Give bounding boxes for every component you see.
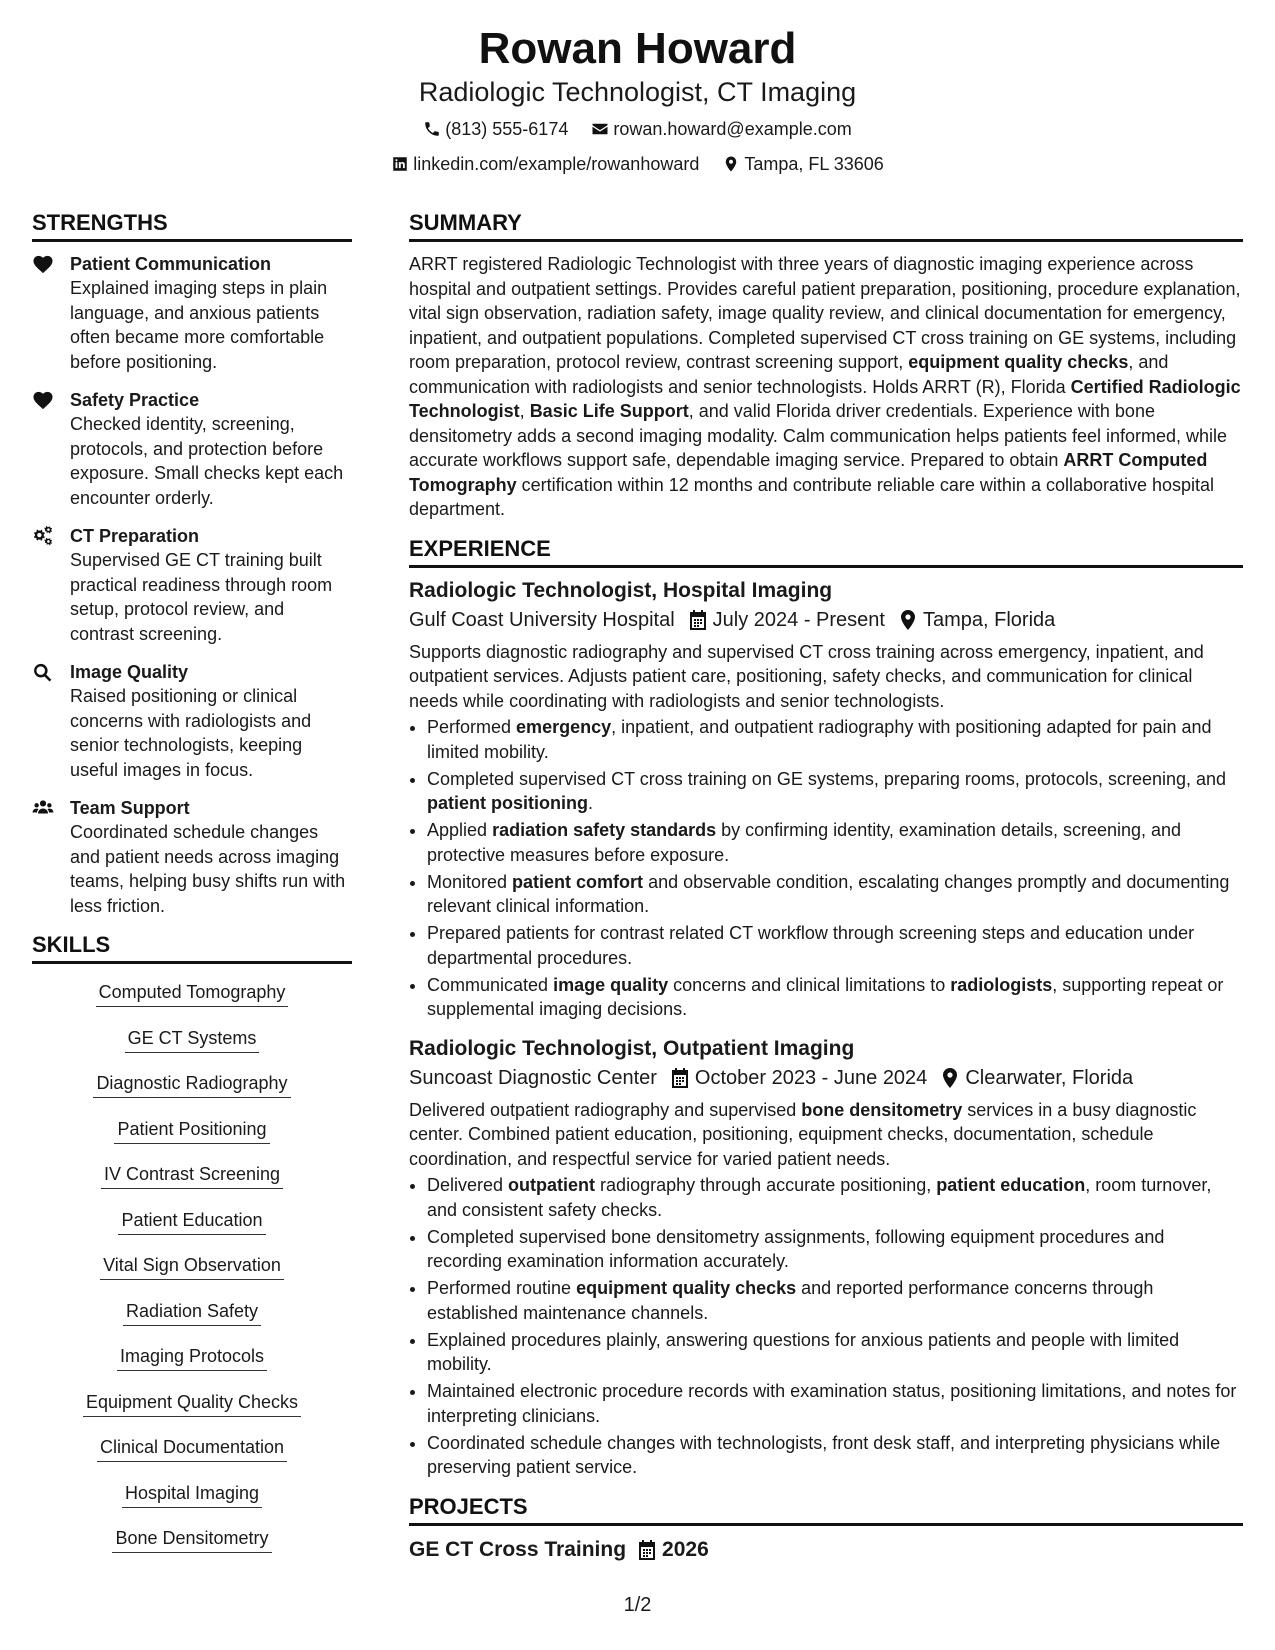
text-segment: Performed routine xyxy=(427,1278,577,1298)
bold-keyword: patient education xyxy=(936,1175,1086,1195)
skill-tag: Clinical Documentation xyxy=(97,1435,287,1462)
job-meta xyxy=(409,606,1243,634)
skill-row xyxy=(32,1162,352,1208)
job-entry xyxy=(409,578,1243,1022)
strength-item xyxy=(32,252,352,374)
text-segment: , supporting repeat or supplemental imaging decisions. xyxy=(427,974,1224,1019)
summary-text xyxy=(409,252,1243,522)
skill-row xyxy=(32,1117,352,1163)
strength-description: Supervised GE CT training built practical readiness through room setup, protocol review, and contrast screening. xyxy=(70,550,333,644)
job-dates: July 2024 - Present xyxy=(712,608,885,631)
envelope-icon xyxy=(591,120,609,138)
bold-keyword: patient positioning xyxy=(427,793,588,813)
strength-item xyxy=(32,796,352,918)
email-text[interactable]: rowan.howard@example.com xyxy=(613,119,852,139)
text-segment: radiography through accurate positioning, xyxy=(595,1175,937,1195)
skill-tag: Hospital Imaging xyxy=(122,1481,262,1508)
job-bullets xyxy=(409,1173,1243,1480)
map-pin-icon xyxy=(941,1068,959,1088)
text-segment: by confirming identity, examination details, screening, and protective measures before exposure. xyxy=(427,820,1182,865)
linkedin-text[interactable]: linkedin.com/example/rowanhoward xyxy=(413,154,700,174)
bold-keyword: image quality xyxy=(553,974,669,995)
job-bullet xyxy=(427,818,1243,867)
strength-description: Checked identity, screening, protocols, and protection before exposure. Small checks kept each encounter orderly. xyxy=(70,414,344,508)
projects-list xyxy=(409,1536,1243,1564)
skill-row xyxy=(32,1526,352,1572)
project-entry xyxy=(409,1536,1243,1564)
skills-title: SKILLS xyxy=(32,932,352,964)
skill-tag: Imaging Protocols xyxy=(117,1344,267,1371)
text-segment: , and communication with radiologists and senior technologists. Holds ARRT (R), Florida xyxy=(409,352,1169,397)
skill-row xyxy=(32,1071,352,1117)
job-description: Supports diagnostic radiography and supervised CT cross training across emergency, inpatient, and outpatient services. Adjusts patient care, positioning, safety checks, and communication for clinical needs while coordinating with radiologists and senior technologists. xyxy=(409,641,1204,711)
calendar-icon xyxy=(689,610,707,630)
strength-description: Raised positioning or clinical concerns with radiologists and senior technologists, keeping useful images in focus. xyxy=(70,686,312,780)
job-bullets xyxy=(409,715,1243,1022)
skill-tag: IV Contrast Screening xyxy=(101,1162,283,1189)
contact-phone xyxy=(423,118,568,140)
experience-title: EXPERIENCE xyxy=(409,536,1243,568)
job-bullet xyxy=(427,767,1243,816)
bold-keyword: radiation safety standards xyxy=(492,820,717,840)
bold-keyword: outpatient xyxy=(508,1175,596,1195)
job-employer: Suncoast Diagnostic Center xyxy=(409,1066,657,1089)
strengths-list xyxy=(32,252,352,918)
bold-keyword: ARRT Computed Tomography xyxy=(409,450,1208,495)
projects-title: PROJECTS xyxy=(409,1494,1243,1526)
job-dates: October 2023 - June 2024 xyxy=(694,1066,928,1089)
job-title: Radiologic Technologist, Hospital Imaging xyxy=(409,578,833,602)
summary-title: SUMMARY xyxy=(409,210,1243,242)
job-title: Radiologic Technologist, Outpatient Imaging xyxy=(409,1036,855,1060)
job-bullet xyxy=(427,1276,1243,1325)
heart-icon xyxy=(32,390,54,410)
strength-title: Safety Practice xyxy=(70,390,200,410)
contact-email[interactable] xyxy=(591,118,851,140)
contact-line-1 xyxy=(0,118,1275,143)
bold-keyword: Certified Radiologic Technologist xyxy=(409,376,1241,421)
skill-tag: Radiation Safety xyxy=(123,1299,261,1326)
job-entry xyxy=(409,1036,1243,1480)
job-employer: Gulf Coast University Hospital xyxy=(409,608,675,631)
magnifier-icon xyxy=(32,662,54,682)
text-segment: and observable condition, escalating changes promptly and documenting relevant clinical information. xyxy=(427,871,1230,916)
skill-tag: Diagnostic Radiography xyxy=(93,1071,290,1098)
text-segment: Prepared patients for contrast related CT workflow through screening steps and education under departmental procedures. xyxy=(427,923,1195,968)
skill-row xyxy=(32,1344,352,1390)
job-bullet xyxy=(427,1379,1243,1428)
project-year: 2026 xyxy=(662,1537,709,1561)
text-segment: Completed supervised CT cross training on GE systems, preparing rooms, protocols, screening, and xyxy=(427,768,1227,789)
bold-keyword: equipment quality checks xyxy=(576,1278,797,1298)
users-icon xyxy=(32,798,54,818)
strength-item xyxy=(32,524,352,646)
candidate-name: Rowan Howard xyxy=(478,24,797,73)
strength-item xyxy=(32,660,352,782)
strength-description: Coordinated schedule changes and patient needs across imaging teams, helping busy shifts run with less friction. xyxy=(70,822,346,916)
job-bullet xyxy=(427,870,1243,919)
text-segment: services in a busy diagnostic center. Combined patient education, positioning, equipment checks, documentation, schedule coordination, and respectful service for varied patient needs. xyxy=(409,1099,1197,1169)
bold-keyword: equipment quality checks xyxy=(908,352,1129,372)
job-bullet xyxy=(427,921,1243,970)
strength-title: Team Support xyxy=(70,798,190,818)
skill-row xyxy=(32,1299,352,1345)
bold-keyword: radiologists xyxy=(950,974,1053,995)
job-bullet xyxy=(427,1173,1243,1222)
bold-keyword: Basic Life Support xyxy=(529,401,689,421)
text-segment: , room turnover, and consistent safety checks. xyxy=(427,1175,1212,1220)
text-segment: Communicated xyxy=(427,974,554,995)
location-text: Tampa, FL 33606 xyxy=(744,154,884,174)
linkedin-icon xyxy=(391,155,409,173)
strengths-title: STRENGTHS xyxy=(32,210,352,242)
skills-list xyxy=(32,974,352,1572)
text-segment: Monitored xyxy=(427,871,513,892)
bold-keyword: emergency xyxy=(516,717,612,737)
job-bullet xyxy=(427,973,1243,1022)
resume-header xyxy=(0,22,1275,178)
text-segment: Maintained electronic procedure records with examination status, positioning limitations, and notes for interpreting clinicians. xyxy=(427,1381,1237,1426)
text-segment: Coordinated schedule changes with technologists, front desk staff, and interpreting physicians while preserving patient service. xyxy=(427,1432,1221,1477)
project-title: GE CT Cross Training xyxy=(409,1537,627,1561)
gears-icon xyxy=(32,526,54,546)
bold-keyword: bone densitometry xyxy=(801,1099,963,1120)
map-pin-icon xyxy=(899,610,917,630)
text-segment: Applied xyxy=(427,820,493,840)
text-segment: certification within 12 months and contribute reliable care within a collaborative hospital department. xyxy=(409,474,1215,519)
contact-location xyxy=(722,153,883,175)
job-description xyxy=(409,1098,1243,1172)
heart-icon xyxy=(32,254,54,274)
page-number: 1/2 xyxy=(623,1594,652,1616)
strength-item xyxy=(32,388,352,510)
strength-description: Explained imaging steps in plain language, and anxious patients often became more comfortable before positioning. xyxy=(70,278,328,372)
phone-text: (813) 555-6174 xyxy=(445,119,569,139)
text-segment: . xyxy=(587,793,593,813)
right-column xyxy=(409,210,1243,1564)
text-segment: , and valid Florida driver credentials. Experience with bone densitometry adds a second imaging modality. Calm communication helps patients feel informed, while accurate workflows support safe, dependable imaging service. Prepared to obtain xyxy=(409,401,1228,470)
job-location: Clearwater, Florida xyxy=(965,1066,1134,1089)
text-segment: concerns and clinical limitations to xyxy=(668,974,951,995)
map-pin-icon xyxy=(722,155,740,173)
calendar-icon xyxy=(671,1068,689,1088)
job-bullet xyxy=(427,715,1243,764)
strength-title: Image Quality xyxy=(70,662,189,682)
strength-title: Patient Communication xyxy=(70,254,272,274)
skill-row xyxy=(32,1390,352,1436)
job-bullet xyxy=(427,1328,1243,1377)
text-segment: Delivered xyxy=(427,1175,509,1195)
skill-tag: Computed Tomography xyxy=(96,980,289,1007)
contact-line-2 xyxy=(0,153,1275,178)
skill-tag: Patient Education xyxy=(118,1208,265,1235)
job-bullet xyxy=(427,1431,1243,1480)
text-segment: and reported performance concerns through established maintenance channels. xyxy=(427,1278,1154,1323)
job-bullet xyxy=(427,1225,1243,1274)
skill-row xyxy=(32,1253,352,1299)
skill-row xyxy=(32,1026,352,1072)
calendar-icon xyxy=(638,1540,656,1560)
skill-row xyxy=(32,1481,352,1527)
contact-linkedin[interactable] xyxy=(391,153,699,175)
text-segment: , xyxy=(519,401,530,421)
skill-tag: Equipment Quality Checks xyxy=(83,1390,301,1417)
text-segment: , inpatient, and outpatient radiography with positioning adapted for pain and limited mobility. xyxy=(427,717,1212,762)
candidate-role: Radiologic Technologist, CT Imaging xyxy=(418,77,857,107)
skill-tag: GE CT Systems xyxy=(125,1026,260,1053)
text-segment: Delivered outpatient radiography and supervised xyxy=(409,1099,802,1120)
text-segment: Explained procedures plainly, answering questions for anxious patients and people with limited mobility. xyxy=(427,1329,1180,1374)
strength-title: CT Preparation xyxy=(70,526,200,546)
text-segment: ARRT registered Radiologic Technologist with three years of diagnostic imaging experience across hospital and outpatient settings. Provides careful patient preparation, positioning, procedure explanation, vital sign observation, radiation safety, image quality review, and clinical documentation for emergency, inpatient, and outpatient populations. Completed supervised CT cross training on GE systems, including room preparation, protocol review, contrast screening support, xyxy=(409,254,1241,372)
bold-keyword: patient comfort xyxy=(512,871,644,892)
phone-icon xyxy=(423,120,441,138)
skill-row xyxy=(32,1435,352,1481)
job-meta xyxy=(409,1064,1243,1092)
skill-tag: Patient Positioning xyxy=(114,1117,269,1144)
job-location: Tampa, Florida xyxy=(922,608,1056,631)
left-column xyxy=(32,210,352,1572)
experience-list xyxy=(409,578,1243,1480)
skill-row xyxy=(32,980,352,1026)
text-segment: Completed supervised bone densitometry assignments, following equipment procedures and recording examination information accurately. xyxy=(427,1226,1165,1271)
text-segment: Performed xyxy=(427,717,517,737)
skill-row xyxy=(32,1208,352,1254)
skill-tag: Bone Densitometry xyxy=(112,1526,271,1553)
skill-tag: Vital Sign Observation xyxy=(100,1253,284,1280)
